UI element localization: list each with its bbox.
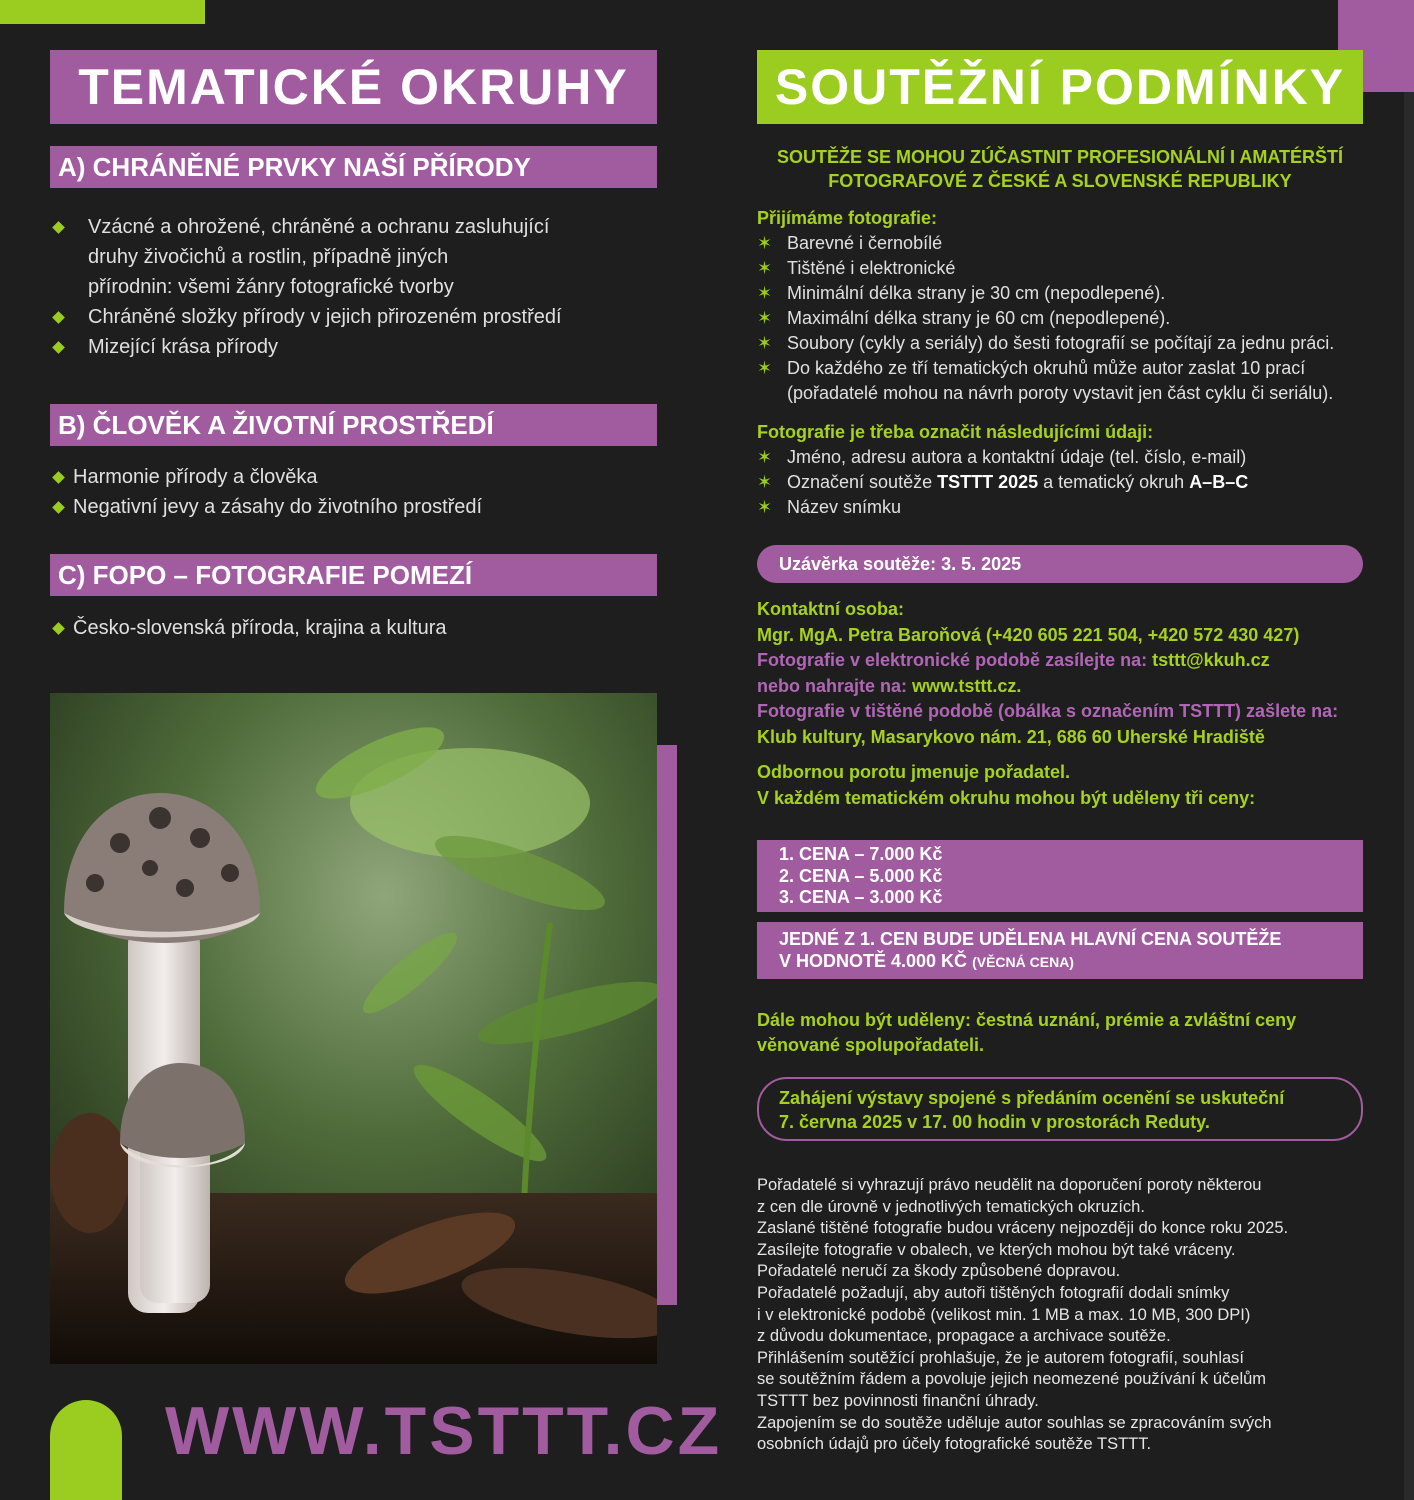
star-bullet-icon: ✶ bbox=[757, 333, 773, 353]
accept-list bbox=[757, 231, 1407, 406]
upload-link[interactable]: www.tsttt.cz. bbox=[912, 675, 1022, 696]
prize-2: 2. CENA – 5.000 Kč bbox=[779, 865, 943, 886]
contact-address: Klub kultury, Masarykovo nám. 21, 686 60 Uherské Hradiště bbox=[757, 726, 1265, 747]
diamond-bullet-icon bbox=[52, 341, 65, 354]
star-bullet-icon: ✶ bbox=[757, 472, 773, 492]
bottom-left-accent bbox=[50, 1400, 122, 1500]
section-c-list bbox=[50, 613, 670, 643]
list-item: ✶ Barevné i černobílé bbox=[757, 231, 1407, 256]
extra-awards: Dále mohou být uděleny: čestná uznání, prémie a zvláštní ceny věnované spolupořadateli. bbox=[757, 1010, 1297, 1055]
prize-3: 3. CENA – 3.000 Kč bbox=[779, 887, 943, 907]
photo-side-bar bbox=[657, 745, 677, 1305]
prizes-intro: V každém tematickém okruhu mohou být uděleny tři ceny: bbox=[757, 787, 1256, 808]
terms-text: Pořadatelé si vyhrazují právo neudělit na doporučení poroty některou z cen dle úrovně v jednotlivých tematických okruzích. Zaslané tištěné fotografie budou vráceny nejpozději do konce roku 2025. Zasílejte fotografie v obalech, ve kterých mohou být také vráceny. Pořadatelé neručí za škody způsobené dopravou. Pořadatelé požadují, aby autoři tištěných fotografií dodali snímky i v elektronické podobě (velikost min. 1 MB a max. 10 MB, 300 DPI) z důvodu dokumentace, propagace a archivace soutěže. Přihlášením soutěžící prohlašuje, že je autorem fotografií, souhlasí se soutěžním řádem a povoluje jejich neomezené používání k účelům TSTTT bez povinnosti finanční úhrady. Zapojením se do soutěže uděluje autor souhlas se zpracováním svých osobních údajů pro účely fotografické soutěže TSTTT. bbox=[757, 1176, 1289, 1454]
list-item: ✶ Tištěné i elektronické bbox=[757, 256, 1407, 281]
label-list bbox=[757, 445, 1407, 520]
section-b-heading: B) ČLOVĚK A ŽIVOTNÍ PROSTŘEDÍ bbox=[50, 404, 657, 446]
star-bullet-icon: ✶ bbox=[757, 358, 773, 378]
diamond-bullet-icon bbox=[52, 221, 65, 234]
list-item: Harmonie přírody a člověka bbox=[50, 462, 670, 492]
prizes-box bbox=[757, 840, 1363, 912]
prize-1: 1. CENA – 7.000 Kč bbox=[779, 844, 943, 864]
section-a-list bbox=[50, 212, 670, 362]
list-item: Mizející krása přírody bbox=[50, 332, 670, 362]
list-item: ✶ Maximální délka strany je 60 cm (nepodlepené). bbox=[757, 306, 1407, 331]
list-item: ✶ Soubory (cykly a seriály) do šesti fotografií se počítají za jednu práci. bbox=[757, 331, 1407, 356]
star-bullet-icon: ✶ bbox=[757, 283, 773, 303]
list-item: Negativní jevy a zásahy do životního prostředí bbox=[50, 492, 670, 522]
section-a-heading: A) CHRÁNĚNÉ PRVKY NAŠÍ PŘÍRODY bbox=[50, 146, 657, 188]
intro-text: SOUTĚŽE SE MOHOU ZÚČASTNIT PROFESIONÁLNÍ I AMATÉRŠTÍ FOTOGRAFOVÉ Z ČESKÉ A SLOVENSKÉ REPUBLIKY bbox=[776, 147, 1343, 191]
section-c-heading: C) FOPO – FOTOGRAFIE POMEZÍ bbox=[50, 554, 657, 596]
mushroom-photo bbox=[50, 693, 657, 1364]
list-item: ✶ Název snímku bbox=[757, 495, 1407, 520]
top-left-accent bbox=[0, 0, 205, 24]
contact-heading: Kontaktní osoba: bbox=[757, 599, 904, 619]
list-item: Česko-slovenská příroda, krajina a kultura bbox=[50, 613, 670, 643]
mushroom-illustration bbox=[50, 693, 657, 1364]
diamond-bullet-icon bbox=[52, 622, 65, 635]
website-link[interactable]: WWW.TSTTT.CZ bbox=[165, 1393, 723, 1469]
accept-heading: Přijímáme fotografie: bbox=[757, 208, 938, 228]
diamond-bullet-icon bbox=[52, 501, 65, 514]
star-bullet-icon: ✶ bbox=[757, 497, 773, 517]
deadline-badge: Uzávěrka soutěže: 3. 5. 2025 bbox=[757, 545, 1363, 583]
star-bullet-icon: ✶ bbox=[757, 447, 773, 467]
list-item: Chráněné složky přírody v jejich přirozeném prostředí bbox=[50, 302, 670, 332]
contact-block: Kontaktní osoba: Mgr. MgA. Petra Baroňová (+420 605 221 504, +420 572 430 427) Fotografie v elektronické podobě zasílejte na: tsttt@kkuh.cz nebo nahrajte na: www.tsttt.cz. Fotografie v tištěné podobě (obálka s označením TSTTT) zašlete na: Klub kultury, Masarykovo nám. 21, 686 60 Uherské Hradiště Odbornou porotu jmenuje pořadatel. V každém tematickém okruhu mohou být uděleny tři ceny: bbox=[757, 597, 1377, 811]
list-item: (pořadatelé mohou na návrh poroty vystavit jen část cyklu či seriálu). bbox=[787, 383, 1334, 403]
diamond-bullet-icon bbox=[52, 311, 65, 324]
left-title: TEMATICKÉ OKRUHY bbox=[50, 50, 657, 124]
section-b-list bbox=[50, 462, 670, 522]
list-item: Vzácné a ohrožené, chráněné a ochranu zasluhující bbox=[50, 212, 670, 242]
contact-email[interactable]: tsttt@kkuh.cz bbox=[1152, 650, 1270, 670]
contact-person: Mgr. MgA. Petra Baroňová (+420 605 221 504, +420 572 430 427) bbox=[757, 624, 1300, 645]
right-title: SOUTĚŽNÍ PODMÍNKY bbox=[757, 50, 1363, 124]
star-bullet-icon: ✶ bbox=[757, 258, 773, 278]
list-item: přírodnin: všemi žánry fotografické tvorby bbox=[88, 276, 454, 298]
jury-text: Odbornou porotu jmenuje pořadatel. bbox=[757, 762, 1070, 782]
opening-box: Zahájení výstavy spojené s předáním ocenění se uskuteční 7. června 2025 v 17. 00 hodin v prostorách Reduty. bbox=[757, 1077, 1363, 1141]
star-bullet-icon: ✶ bbox=[757, 233, 773, 253]
list-item: ✶ Označení soutěže TSTTT 2025 a tematický okruh A–B–C bbox=[757, 470, 1407, 495]
list-item: ✶ Jméno, adresu autora a kontaktní údaje (tel. číslo, e-mail) bbox=[757, 445, 1407, 470]
main-prize-box: JEDNÉ Z 1. CEN BUDE UDĚLENA HLAVNÍ CENA SOUTĚŽE V HODNOTĚ 4.000 KČ (VĚCNÁ CENA) bbox=[757, 922, 1363, 979]
list-item: ✶ Do každého ze tří tematických okruhů může autor zaslat 10 prací bbox=[757, 356, 1407, 381]
diamond-bullet-icon bbox=[52, 471, 65, 484]
list-item: druhy živočichů a rostlin, případně jiných bbox=[88, 246, 449, 268]
star-bullet-icon: ✶ bbox=[757, 308, 773, 328]
list-item: ✶ Minimální délka strany je 30 cm (nepodlepené). bbox=[757, 281, 1407, 306]
label-heading: Fotografie je třeba označit následujícími údaji: bbox=[757, 422, 1154, 442]
